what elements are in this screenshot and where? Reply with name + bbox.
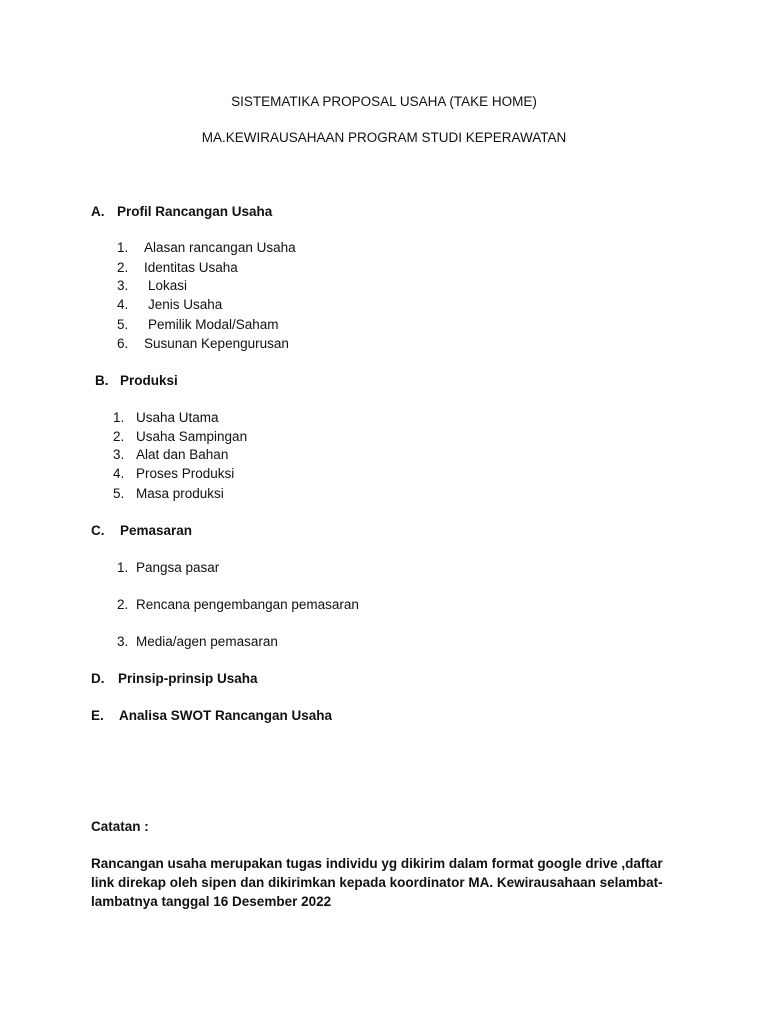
section-letter: E. xyxy=(91,708,104,723)
list-item-number: 3. xyxy=(117,634,129,649)
section-heading: Profil Rancangan Usaha xyxy=(117,204,273,219)
list-item: Lokasi xyxy=(148,278,188,293)
section-heading: Pemasaran xyxy=(120,523,193,538)
list-item: Pangsa pasar xyxy=(136,560,220,575)
list-item-number: 3. xyxy=(117,278,129,293)
list-item: Susunan Kepengurusan xyxy=(144,336,289,351)
document-subtitle: MA.KEWIRAUSAHAAN PROGRAM STUDI KEPERAWATAN xyxy=(201,130,567,145)
list-item: Pemilik Modal/Saham xyxy=(148,317,279,332)
section-heading: Analisa SWOT Rancangan Usaha xyxy=(119,708,333,723)
list-item-number: 1. xyxy=(117,240,129,255)
list-item-number: 4. xyxy=(113,466,125,481)
section-heading: Prinsip-prinsip Usaha xyxy=(118,671,258,686)
section-letter: C. xyxy=(91,523,105,538)
list-item: Alasan rancangan Usaha xyxy=(144,240,296,255)
section-heading: Produksi xyxy=(120,373,178,388)
list-item: Masa produksi xyxy=(136,486,224,501)
list-item: Media/agen pemasaran xyxy=(136,634,278,649)
list-item: Usaha Utama xyxy=(136,410,219,425)
list-item: Jenis Usaha xyxy=(148,297,223,312)
list-item: Proses Produksi xyxy=(136,466,235,481)
list-item-number: 4. xyxy=(117,297,129,312)
list-item-number: 3. xyxy=(113,447,125,462)
list-item-number: 6. xyxy=(117,336,129,351)
list-item-number: 5. xyxy=(117,317,129,332)
section-letter: A. xyxy=(91,204,105,219)
list-item-number: 2. xyxy=(117,260,129,275)
list-item-number: 1. xyxy=(113,410,125,425)
document-title: SISTEMATIKA PROPOSAL USAHA (TAKE HOME) xyxy=(231,94,537,109)
list-item: Usaha Sampingan xyxy=(136,429,248,444)
list-item-number: 2. xyxy=(113,429,125,444)
list-item-number: 1. xyxy=(117,560,129,575)
list-item: Identitas Usaha xyxy=(144,260,238,275)
list-item-number: 5. xyxy=(113,486,125,501)
list-item: Rencana pengembangan pemasaran xyxy=(136,597,359,612)
list-item: Alat dan Bahan xyxy=(136,447,229,462)
list-item-number: 2. xyxy=(117,597,129,612)
section-letter: B. xyxy=(95,373,109,388)
note-body: Rancangan usaha merupakan tugas individu yg dikirim dalam format google drive ,daftar link direkap oleh sipen dan dikirimkan kepada koordinator MA. Kewirausahaan selambat-lambatnya tanggal 16 Desember 2022 xyxy=(91,856,663,909)
note-label: Catatan : xyxy=(91,819,149,834)
section-letter: D. xyxy=(91,671,105,686)
